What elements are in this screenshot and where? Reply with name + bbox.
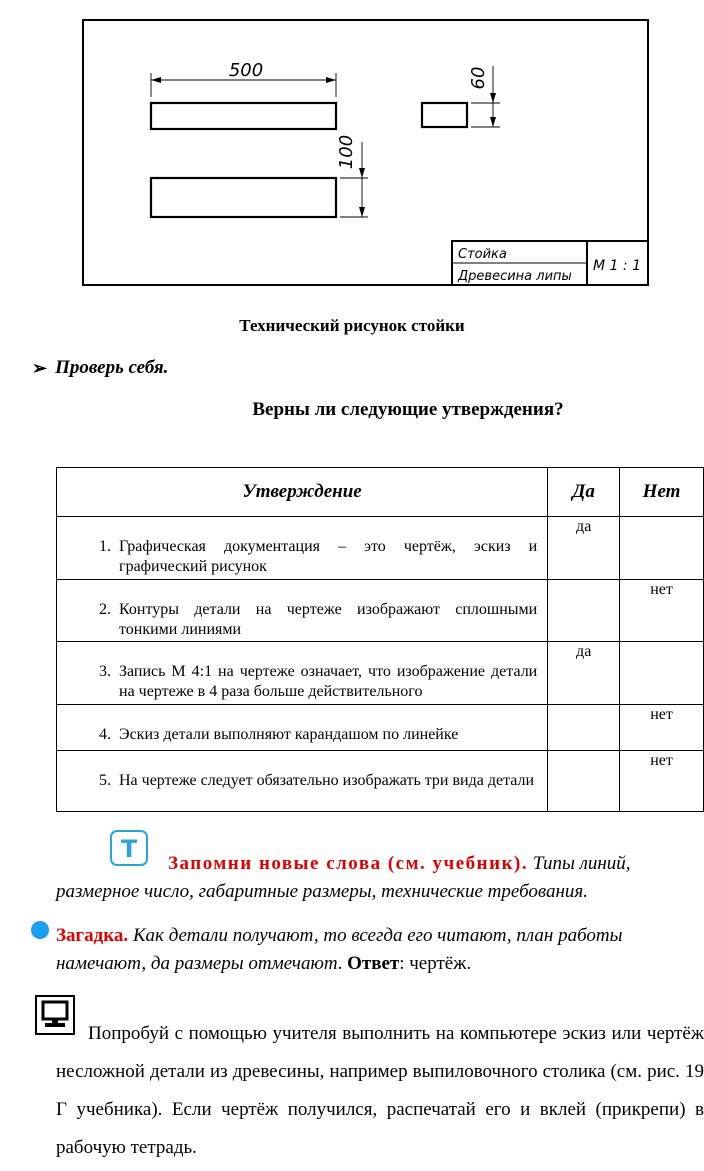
dimension-width: 100: [336, 134, 357, 170]
remember-paragraph: [56, 850, 704, 906]
row-statement: Контуры детали на чертеже изображают сплошными тонкими линиями: [119, 601, 538, 638]
title-block-name: Стойка: [458, 247, 507, 262]
row-yes: [548, 705, 620, 751]
check-yourself-heading: [32, 357, 168, 379]
title-block-material: Древесина липы: [458, 269, 572, 284]
part-side-view: [422, 103, 467, 127]
row-statement: На чертеже следует обязательно изображать три вида детали: [119, 772, 535, 789]
row-number: 4.: [99, 726, 111, 743]
row-number: 2.: [99, 601, 111, 618]
row-statement: Запись М 4:1 на чертеже означает, что изображение детали на чертеже в 4 раза больше действительного: [119, 663, 538, 700]
row-yes: [548, 751, 620, 812]
table-row: [57, 751, 704, 812]
row-yes: да: [548, 517, 620, 580]
table-row: [57, 705, 704, 751]
row-number: 5.: [99, 772, 111, 789]
arrow-bullet-icon: ➢: [32, 357, 48, 378]
row-number: 3.: [99, 663, 111, 680]
row-yes: [548, 580, 620, 642]
computer-task-paragraph: [56, 1015, 704, 1167]
part-top-view: [151, 103, 336, 129]
table-row: [57, 642, 704, 705]
remember-lead: Запомни новые слова (см. учебник).: [168, 853, 529, 874]
header-yes: Да: [548, 468, 620, 517]
new-words-icon-letter: T: [120, 835, 138, 863]
row-no: нет: [620, 751, 704, 812]
part-front-view: [151, 178, 336, 217]
riddle-answer: : чертёж.: [399, 953, 472, 974]
row-no: нет: [620, 705, 704, 751]
row-statement: Эскиз детали выполняют карандашом по линейке: [119, 726, 459, 743]
dimension-length: 500: [228, 60, 264, 81]
row-no: [620, 517, 704, 580]
header-no: Нет: [620, 468, 704, 517]
computer-task-text: Попробуй с помощью учителя выполнить на компьютере эскиз или чертёж несложной детали из древесины, например выпиловочного столика (см. рис. 19 Г учебника). Если чертёж получился, распечатай его и вклей (прикрепи) в рабочую тетрадь.: [56, 1023, 704, 1158]
table-row: [57, 580, 704, 642]
table-header-row: [57, 468, 704, 517]
figure-caption: Технический рисунок стойки: [239, 316, 465, 335]
question-heading: Верны ли следующие утверждения?: [252, 399, 564, 420]
row-no: [620, 642, 704, 705]
table-row: [57, 517, 704, 580]
riddle-answer-label: Ответ: [347, 953, 400, 974]
riddle-text: Как детали получают, то всегда его читают, план работы намечают, да размеры отмечают: [56, 925, 623, 974]
blue-dot-bullet-icon: [31, 921, 49, 939]
dimension-thickness: 60: [468, 66, 489, 90]
title-block-scale: М 1 : 1: [593, 258, 641, 274]
row-no: нет: [620, 580, 704, 642]
remember-terms: Типы линий, размерное число, габаритные размеры, технические требования.: [56, 853, 631, 902]
drawing-frame: [83, 20, 648, 285]
header-statement: Утверждение: [57, 468, 548, 517]
check-yourself-text: Проверь себя.: [55, 357, 169, 378]
riddle-paragraph: Загадка. Как детали получают, то всегда его читают, план работы намечают, да размеры отмечают. Ответ: чертёж.: [56, 925, 623, 974]
technical-drawing: [0, 0, 704, 300]
row-yes: да: [548, 642, 620, 705]
statements-table: [56, 467, 704, 812]
row-statement: Графическая документация – это чертёж, эскиз и графический рисунок: [119, 538, 538, 575]
riddle-label: Загадка.: [56, 925, 129, 946]
row-number: 1.: [99, 538, 111, 555]
